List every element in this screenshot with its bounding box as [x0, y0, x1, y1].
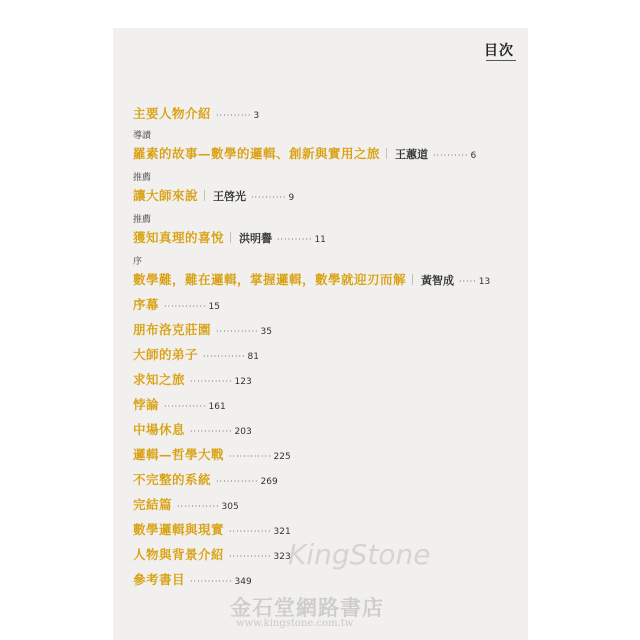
- separator: [204, 190, 205, 201]
- entry-heading: 數學邏輯與現實: [133, 522, 225, 537]
- toc-title: 目次: [484, 43, 514, 59]
- entry-heading: 邏輯—哲學大戰: [133, 447, 225, 462]
- page-number: 323: [273, 552, 291, 562]
- page-number: 13: [478, 277, 491, 287]
- toc-entry: [133, 395, 226, 413]
- entry-heading: 參考書目: [133, 572, 186, 587]
- entry-heading: 序幕: [133, 297, 160, 312]
- toc-entry: [133, 170, 294, 204]
- entry-label: 推薦: [133, 215, 152, 225]
- entry-heading: 人物與背景介紹: [133, 547, 225, 562]
- toc-entry: [133, 104, 259, 122]
- toc-entry: [133, 295, 220, 313]
- dot-leader: ············: [177, 502, 220, 511]
- entry-author: 黃智成: [421, 274, 455, 287]
- entry-heading: 大師的弟子: [133, 347, 199, 362]
- dot-leader: ··········: [433, 151, 469, 160]
- page-number: 269: [260, 477, 278, 487]
- toc-entry: [133, 545, 291, 563]
- entry-author: 王蕙道: [395, 148, 429, 161]
- dot-leader: ··········: [251, 193, 287, 202]
- dot-leader: ············: [216, 327, 259, 336]
- entry-label: 推薦: [133, 173, 152, 183]
- page-number: 321: [273, 527, 291, 537]
- page-number: 81: [247, 352, 259, 362]
- page-number: 203: [234, 427, 252, 437]
- watermark-brand: KingStone: [288, 538, 431, 571]
- entry-heading: 完結篇: [133, 497, 173, 512]
- toc-entry: [133, 212, 326, 246]
- separator: [386, 148, 387, 159]
- page-number: 11: [314, 235, 326, 245]
- entry-label: 序: [133, 257, 143, 267]
- page-number: 349: [234, 577, 252, 587]
- separator: [230, 232, 231, 243]
- separator: [412, 274, 413, 285]
- toc-entry: [133, 320, 272, 338]
- page-number: 9: [288, 193, 295, 203]
- entry-heading: 讓大師來說: [133, 188, 199, 203]
- dot-leader: ············: [190, 377, 233, 386]
- entry-heading: 朋布洛克莊園: [133, 322, 212, 337]
- watermark-chinese: 金石堂網路書店: [230, 595, 384, 620]
- toc-entry: [133, 520, 291, 538]
- page-number: 35: [260, 327, 272, 337]
- dot-leader: ··········: [277, 235, 313, 244]
- dot-leader: ············: [190, 427, 233, 436]
- page-number: 305: [221, 502, 239, 512]
- dot-leader: ············: [229, 552, 272, 561]
- page-number: 161: [208, 402, 226, 412]
- page-number: 225: [273, 452, 291, 462]
- entry-heading: 羅素的故事—數學的邏輯、創新與實用之旅: [133, 146, 381, 161]
- entry-author: 王啓光: [213, 190, 247, 203]
- entry-heading: 求知之旅: [133, 372, 186, 387]
- toc-entry: [133, 570, 252, 588]
- toc-entry: [133, 128, 476, 162]
- entry-heading: 主要人物介紹: [133, 106, 212, 121]
- dot-leader: ············: [216, 477, 259, 486]
- dot-leader: ············: [164, 302, 207, 311]
- page-number: 123: [234, 377, 252, 387]
- entry-heading: 悖論: [133, 397, 160, 412]
- page-number: 3: [253, 111, 260, 121]
- page-number: 6: [470, 151, 477, 161]
- dot-leader: ············: [203, 352, 246, 361]
- entry-heading: 數學難，難在邏輯，掌握邏輯，數學就迎刃而解: [133, 272, 407, 287]
- entry-heading: 不完整的系統: [133, 472, 212, 487]
- toc-entry: [133, 495, 239, 513]
- toc-entry: [133, 345, 259, 363]
- watermark-url: www.kingstone.com.tw: [236, 618, 354, 629]
- toc-entry: [133, 420, 252, 438]
- toc-entry: [133, 370, 252, 388]
- toc-entry: [133, 445, 291, 463]
- toc-entry: [133, 470, 278, 488]
- entry-author: 洪明譽: [239, 232, 273, 245]
- toc-title-underline: [486, 60, 516, 61]
- entry-label: 導讀: [133, 131, 152, 141]
- toc-entry: [133, 254, 490, 288]
- page-number: 15: [208, 302, 220, 312]
- entry-heading: 獲知真理的喜悅: [133, 230, 225, 245]
- dot-leader: ············: [190, 577, 233, 586]
- entry-heading: 中場休息: [133, 422, 186, 437]
- dot-leader: ············: [229, 452, 272, 461]
- dot-leader: ·····: [459, 277, 477, 286]
- dot-leader: ············: [229, 527, 272, 536]
- dot-leader: ··········: [216, 111, 252, 120]
- dot-leader: ············: [164, 402, 207, 411]
